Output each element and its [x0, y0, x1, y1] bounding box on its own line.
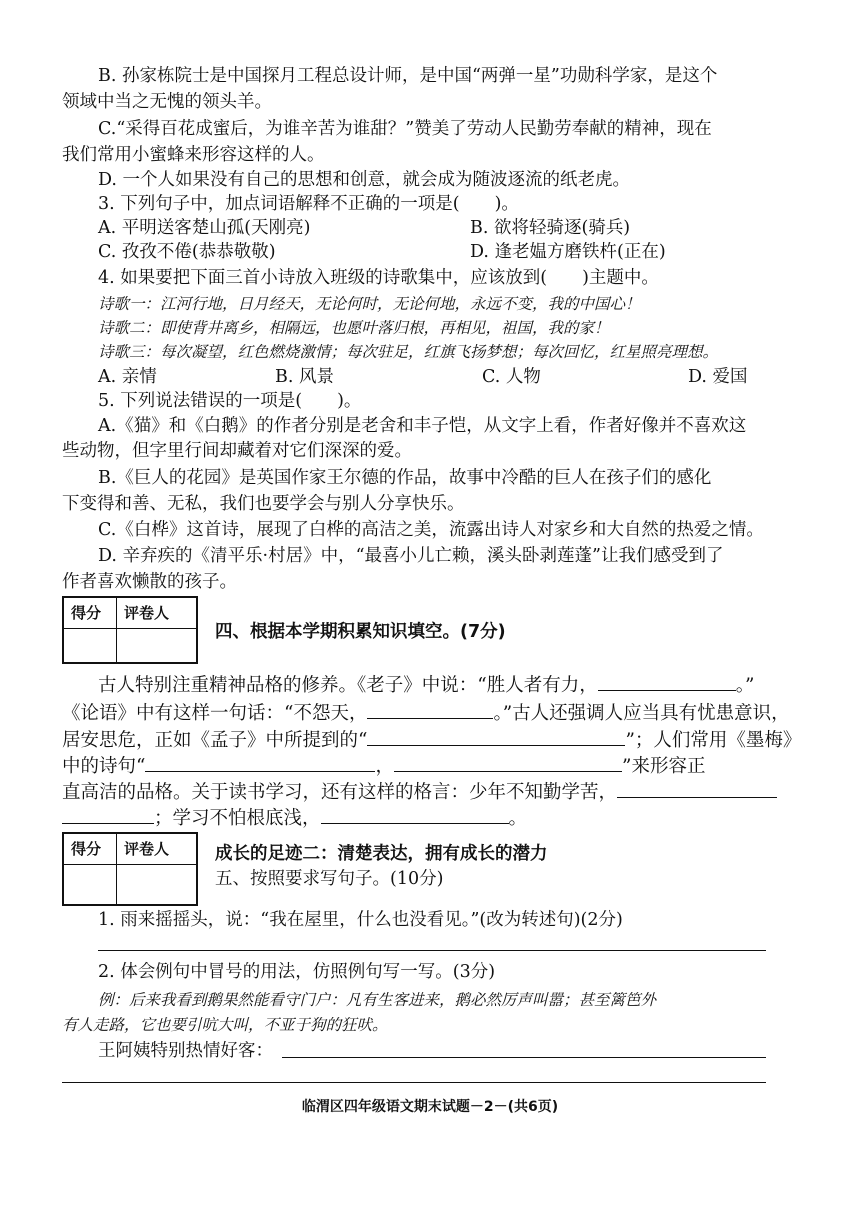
- s4-line2-end: 。”古人还强调人应当具有忧患意识，: [493, 703, 790, 724]
- section-5-heading: 成长的足迹二：清楚表达，拥有成长的潜力: [215, 844, 548, 864]
- q3-option-c: C. 孜孜不倦(恭恭敬敬): [98, 242, 276, 262]
- grader-label: 评卷人: [124, 840, 170, 858]
- q2-option-c-cont: 我们常用小蜜蜂来形容这样的人。: [62, 145, 325, 165]
- q4-stem: 4. 如果要把下面三首小诗放入班级的诗歌集中，应该放到( )主题中。: [98, 268, 659, 288]
- section-4-title: 四、根据本学期积累知识填空。(7分): [215, 622, 506, 642]
- q4-poem-3: 诗歌三：每次凝望，红色燃烧激情；每次驻足，红旗飞扬梦想；每次回忆，红星照亮理想。: [98, 343, 719, 361]
- s5-question-2: 2. 体会例句中冒号的用法，仿照例句写一写。(3分): [98, 962, 496, 982]
- answer-line-q2a[interactable]: [282, 1057, 766, 1058]
- score-box-divider: [116, 834, 117, 904]
- answer-line-q1[interactable]: [98, 950, 766, 951]
- q4-option-c: C. 人物: [482, 367, 541, 387]
- s4-line4-end: ”来形容正: [621, 756, 706, 777]
- answer-blank-5[interactable]: [394, 753, 622, 772]
- q4-poem-1: 诗歌一：江河行地，日月经天，无论何时，无论何地，永远不变，我的中国心！: [98, 295, 641, 313]
- section-4-line-5: [62, 779, 782, 805]
- section-4-line-2: [62, 700, 790, 726]
- q4-option-a: A. 亲情: [98, 367, 157, 387]
- s4-line3-text: 居安思危，正如《孟子》中所提到的“: [62, 730, 368, 751]
- q5-option-a: A.《猫》和《白鹅》的作者分别是老舍和丰子恺，从文字上看，作者好像并不喜欢这: [98, 416, 747, 436]
- s4-line4-text: 中的诗句“: [62, 756, 146, 777]
- section-5-title: 五、按照要求写句子。(10分): [215, 869, 444, 889]
- q4-poem-2: 诗歌二：即使背井离乡，相隔远，也愿叶落归根，再相见，祖国，我的家！: [98, 319, 610, 337]
- page-footer: 临渭区四年级语文期末试题－2－(共6页): [301, 1099, 559, 1115]
- q3-option-a: A. 平明送客楚山孤(天刚亮): [98, 218, 311, 238]
- answer-blank-4[interactable]: [145, 753, 375, 772]
- s5-example-line-2: 有人走路，它也要引吭大叫，不亚于狗的狂吠。: [62, 1016, 388, 1034]
- grader-label: 评卷人: [124, 604, 170, 622]
- score-box-divider: [116, 598, 117, 662]
- q5-option-d: D. 辛弃疾的《清平乐·村居》中，“最喜小儿亡赖，溪头卧剥莲蓬”让我们感受到了: [98, 546, 724, 566]
- q5-option-b: B.《巨人的花园》是英国作家王尔德的作品，故事中冷酷的巨人在孩子们的感化: [98, 468, 712, 488]
- section-4-line-1: [98, 672, 788, 698]
- q5-option-d-cont: 作者喜欢懒散的孩子。: [62, 572, 237, 592]
- answer-blank-1[interactable]: [598, 672, 736, 691]
- answer-blank-6[interactable]: [617, 779, 777, 798]
- q2-option-b: B. 孙家栋院士是中国探月工程总设计师，是中国“两弹一星”功勋科学家，是这个: [98, 66, 718, 86]
- q3-stem: 3. 下列句子中，加点词语解释不正确的一项是( )。: [98, 194, 519, 214]
- score-box-section-4: [62, 596, 198, 664]
- q3-option-b: B. 欲将轻骑逐(骑兵): [470, 218, 631, 238]
- answer-line-q2b[interactable]: [62, 1082, 766, 1083]
- q3-option-d: D. 逢老媪方磨铁杵(正在): [470, 242, 666, 262]
- s4-line4-comma: ，: [375, 756, 394, 777]
- s5-prompt: 王阿姨特别热情好客：: [98, 1041, 273, 1061]
- q2-option-d: D. 一个人如果没有自己的思想和创意，就会成为随波逐流的纸老虎。: [98, 170, 631, 190]
- s4-line3-end: ”；人们常用《墨梅》: [625, 730, 802, 751]
- section-4-line-6: [62, 805, 782, 831]
- section-4-line-3: [62, 727, 802, 753]
- q5-option-c: C.《白桦》这首诗，展现了白桦的高洁之美，流露出诗人对家乡和大自然的热爱之情。: [98, 520, 764, 540]
- s4-line6-text: ；学习不怕根底浅，: [154, 808, 321, 829]
- q4-option-b: B. 风景: [275, 367, 334, 387]
- q4-option-d: D. 爱国: [688, 367, 748, 387]
- answer-blank-7[interactable]: [62, 805, 154, 824]
- s4-line1-text: 古人特别注重精神品格的修养。《老子》中说：“胜人者有力，: [98, 675, 598, 696]
- answer-blank-8[interactable]: [321, 805, 509, 824]
- q5-option-a-cont: 些动物，但字里行间却藏着对它们深深的爱。: [62, 441, 412, 461]
- q5-option-b-cont: 下变得和善、无私，我们也要学会与别人分享快乐。: [62, 494, 465, 514]
- answer-blank-3[interactable]: [367, 727, 625, 746]
- s5-example-line-1: 例：后来我看到鹅果然能看守门户：凡有生客进来，鹅必然厉声叫嚣；甚至篱笆外: [98, 991, 657, 1009]
- s4-line6-end: 。: [508, 808, 528, 829]
- section-4-line-4: [62, 753, 782, 779]
- score-box-section-5: [62, 832, 198, 906]
- score-label: 得分: [71, 840, 102, 858]
- s4-line1-end: 。”: [735, 675, 755, 696]
- q2-option-c: C.“采得百花成蜜后，为谁辛苦为谁甜？”赞美了劳动人民勤劳奉献的精神，现在: [98, 119, 712, 139]
- s4-line5-text: 直高洁的品格。关于读书学习，还有这样的格言：少年不知勤学苦，: [62, 782, 618, 803]
- answer-blank-2[interactable]: [367, 700, 493, 719]
- q2-option-b-cont: 领域中当之无愧的领头羊。: [62, 92, 272, 112]
- s5-question-1: 1. 雨来摇摇头，说：“我在屋里，什么也没看见。”(改为转述句)(2分): [98, 910, 623, 930]
- score-label: 得分: [71, 604, 102, 622]
- q5-stem: 5. 下列说法错误的一项是( )。: [98, 391, 362, 411]
- s4-line2-text: 《论语》中有这样一句话：“不怨天，: [62, 703, 368, 724]
